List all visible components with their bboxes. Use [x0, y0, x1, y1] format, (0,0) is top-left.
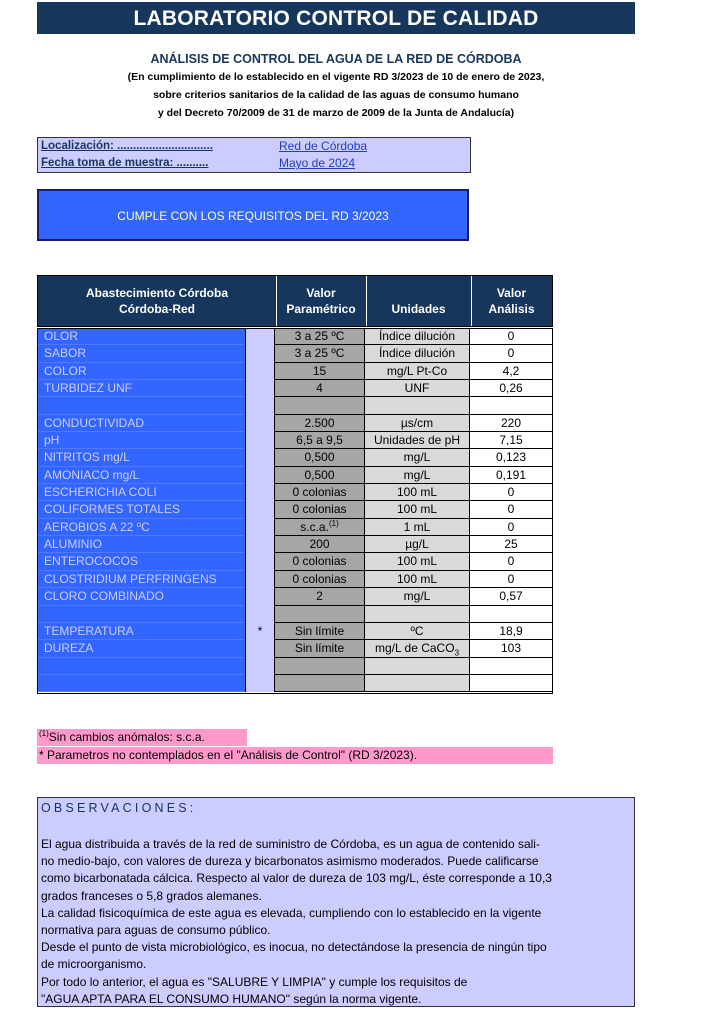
analysis-value — [470, 397, 553, 414]
observation-line: de microorganismo. — [41, 957, 147, 972]
parametric-value — [275, 675, 365, 692]
parametric-value: 4 — [275, 380, 365, 397]
observation-line: Por todo lo anterior, el agua es "SALUBRE Y LIMPIA" y cumple los requisitos de — [41, 974, 468, 989]
table-row — [37, 588, 553, 605]
observation-line: grados franceses o 5,8 grados alemanes. — [41, 888, 262, 903]
parametric-value: 6,5 a 9,5 — [275, 432, 365, 449]
parameter-mark — [245, 363, 275, 380]
analysis-value: 25 — [470, 536, 553, 553]
analysis-value: 0 — [470, 501, 553, 518]
table-row — [37, 484, 553, 501]
table-row — [37, 328, 553, 345]
parametric-value — [275, 397, 365, 414]
analysis-value: 0,123 — [470, 449, 553, 466]
parameter-mark — [245, 588, 275, 605]
parameter-name: ESCHERICHIA COLI — [37, 484, 245, 501]
unit-value: mg/L — [365, 588, 470, 605]
analysis-value: 0 — [470, 484, 553, 501]
footnote-sca: $^{(1)}$Sin cambios anómalos: s.c.a. — [37, 729, 247, 746]
header-units: Unidades — [391, 302, 446, 316]
analysis-value: 220 — [470, 415, 553, 432]
analysis-value: 7,15 — [470, 432, 553, 449]
parameter-mark — [245, 432, 275, 449]
unit-value: 100 mL — [365, 484, 470, 501]
footnotes — [37, 729, 553, 764]
parameter-mark — [245, 345, 275, 362]
table-row — [37, 553, 553, 570]
table-row — [37, 501, 553, 518]
analysis-value: 103 — [470, 640, 553, 657]
unit-value: 1 mL — [365, 519, 470, 536]
unit-value — [365, 606, 470, 623]
header-parametric-value: Valor Paramétrico — [286, 286, 356, 316]
parametric-value: 2 — [275, 588, 365, 605]
parametric-value: 15 — [275, 363, 365, 380]
parameter-mark — [245, 397, 275, 414]
observations-text — [41, 836, 631, 1008]
report-subtitle: ANÁLISIS DE CONTROL DEL AGUA DE LA RED DE CÓRDOBA — [150, 52, 522, 66]
unit-value: 100 mL — [365, 553, 470, 570]
analysis-value: 0 — [470, 553, 553, 570]
parameter-mark — [245, 675, 275, 692]
observation-line: normativa para aguas de consumo público. — [41, 923, 271, 938]
parameter-name: AEROBIOS A 22 ºC — [37, 519, 245, 536]
parameter-name: CLOSTRIDIUM PERFRINGENS — [37, 571, 245, 588]
observation-line: como bicarbonatada cálcica. Respecto al valor de dureza de 103 mg/L, éste corresponde a 10,3 — [41, 871, 552, 886]
parametric-value: 0,500 — [275, 467, 365, 484]
unit-value: 100 mL — [365, 501, 470, 518]
parameter-mark — [245, 328, 275, 345]
observation-line: no medio-bajo, con valores de dureza y bicarbonatos asimismo moderados. Puede calificarse — [41, 854, 539, 869]
parameter-name: AMONIACO mg/L — [37, 467, 245, 484]
unit-value: mg/L Pt-Co — [365, 363, 470, 380]
table-row — [37, 380, 553, 397]
parameter-mark — [245, 467, 275, 484]
parameter-name: ALUMINIO — [37, 536, 245, 553]
location-value: Red de Córdoba — [279, 139, 368, 153]
unit-value: µg/L — [365, 536, 470, 553]
analysis-value: 0,26 — [470, 380, 553, 397]
table-row — [37, 606, 553, 623]
unit-value: µs/cm — [365, 415, 470, 432]
table-row — [37, 449, 553, 466]
table-row — [37, 658, 553, 675]
parametric-value: 3 a 25 ºC — [275, 328, 365, 345]
parameter-mark: * — [245, 623, 275, 640]
page-title: LABORATORIO CONTROL DE CALIDAD — [37, 2, 635, 34]
sample-info-box — [37, 137, 471, 173]
parameter-name: COLOR — [37, 363, 245, 380]
observations-box — [37, 797, 635, 1007]
table-row — [37, 397, 553, 414]
parameter-mark — [245, 571, 275, 588]
parametric-value: s.c.a.$^{(1)}$ — [275, 519, 365, 536]
parameter-name — [37, 658, 245, 675]
analysis-value: 0,57 — [470, 588, 553, 605]
legal-line-1: (En cumplimiento de lo establecido en el vigente RD 3/2023 de 10 de enero de 2023, — [127, 71, 545, 83]
parameter-mark — [245, 415, 275, 432]
parametric-value: 0 colonias — [275, 484, 365, 501]
legal-line-2: sobre criterios sanitarios de la calidad de las aguas de consumo humano — [153, 89, 519, 101]
parameter-mark — [245, 658, 275, 675]
unit-value: Índice dilución — [365, 328, 470, 345]
parameter-name: CLORO COMBINADO — [37, 588, 245, 605]
parameter-mark — [245, 536, 275, 553]
sample-date-value: Mayo de 2024 — [279, 156, 356, 170]
parametric-value: 3 a 25 ºC — [275, 345, 365, 362]
unit-value: ºC — [365, 623, 470, 640]
parametric-value: 200 — [275, 536, 365, 553]
parametric-value: 0,500 — [275, 449, 365, 466]
location-label: Localización: .............................. — [41, 140, 213, 152]
parameter-mark — [245, 449, 275, 466]
table-row — [37, 345, 553, 362]
parameter-name: CONDUCTIVIDAD — [37, 415, 245, 432]
parametric-value: 2.500 — [275, 415, 365, 432]
analysis-value: 0 — [470, 345, 553, 362]
table-row — [37, 536, 553, 553]
unit-value — [365, 675, 470, 692]
analysis-value: 0 — [470, 519, 553, 536]
table-row — [37, 675, 553, 692]
parametric-value: Sin límite — [275, 640, 365, 657]
parameter-mark — [245, 484, 275, 501]
analysis-value: 0,191 — [470, 467, 553, 484]
parameter-name: NITRITOS mg/L — [37, 449, 245, 466]
unit-value: mg/L — [365, 449, 470, 466]
parameter-name: COLIFORMES TOTALES — [37, 501, 245, 518]
table-row — [37, 415, 553, 432]
parameter-name: TEMPERATURA — [37, 623, 245, 640]
parametric-value: 0 colonias — [275, 501, 365, 518]
parameter-name: TURBIDEZ UNF — [37, 380, 245, 397]
parameter-mark — [245, 640, 275, 657]
parameter-mark — [245, 606, 275, 623]
unit-value — [365, 658, 470, 675]
parameter-name — [37, 675, 245, 692]
sample-date-label: Fecha toma de muestra: .......... — [41, 157, 209, 169]
parametric-value — [275, 658, 365, 675]
parameter-name: DUREZA — [37, 640, 245, 657]
observation-line: El agua distribuida a través de la red de suministro de Córdoba, es un agua de contenido sali- — [41, 837, 540, 851]
analysis-value: 0 — [470, 328, 553, 345]
unit-value — [365, 397, 470, 414]
parameter-name: pH — [37, 432, 245, 449]
parameter-name: OLOR — [37, 328, 245, 345]
footnote-asterisk: * Parametros no contemplados en el "Análisis de Control" (RD 3/2023). — [37, 747, 553, 764]
observation-line: "AGUA APTA PARA EL CONSUMO HUMANO" según la norma vigente. — [41, 991, 422, 1006]
unit-value: mg/L — [365, 467, 470, 484]
table-row — [37, 640, 553, 657]
parametric-value: 0 colonias — [275, 553, 365, 570]
parametric-value — [275, 606, 365, 623]
results-table-body — [37, 328, 553, 692]
parameter-name — [37, 397, 245, 414]
table-row — [37, 363, 553, 380]
header-analysis-value: Valor Análisis — [488, 286, 535, 316]
unit-value: UNF — [365, 380, 470, 397]
observation-line: Desde el punto de vista microbiológico, es inocua, no detectándose la presencia de ningún tipo — [41, 940, 547, 955]
table-row — [37, 623, 553, 640]
unit-value: Unidades de pH — [365, 432, 470, 449]
results-table-header — [37, 275, 553, 327]
observations-title: OBSERVACIONES: — [41, 801, 197, 815]
analysis-value: 0 — [470, 571, 553, 588]
parameter-name — [37, 606, 245, 623]
parameter-mark — [245, 553, 275, 570]
analysis-value — [470, 675, 553, 692]
parameter-mark — [245, 501, 275, 518]
table-row — [37, 571, 553, 588]
parameter-mark — [245, 380, 275, 397]
parametric-value: Sin límite — [275, 623, 365, 640]
parameter-mark — [245, 519, 275, 536]
table-row — [37, 467, 553, 484]
parameter-name: SABOR — [37, 345, 245, 362]
table-row — [37, 432, 553, 449]
analysis-value: 4,2 — [470, 363, 553, 380]
parametric-value: 0 colonias — [275, 571, 365, 588]
analysis-value — [470, 606, 553, 623]
parameter-name: ENTEROCOCOS — [37, 553, 245, 570]
analysis-value — [470, 658, 553, 675]
observation-line: La calidad fisicoquímica de este agua es elevada, cumpliendo con lo establecido en la vigente — [41, 905, 542, 920]
legal-line-3: y del Decreto 70/2009 de 31 de marzo de 2009 de la Junta de Andalucía) — [157, 107, 515, 119]
table-row — [37, 519, 553, 536]
unit-value: mg/L de CaCO$_3$ — [365, 640, 470, 657]
analysis-value: 18,9 — [470, 623, 553, 640]
unit-value: 100 mL — [365, 571, 470, 588]
unit-value: Índice dilución — [365, 345, 470, 362]
compliance-status-banner: CUMPLE CON LOS REQUISITOS DEL RD 3/2023 — [37, 189, 469, 241]
header-parameter: Abastecimiento Córdoba Córdoba-Red — [85, 286, 229, 316]
